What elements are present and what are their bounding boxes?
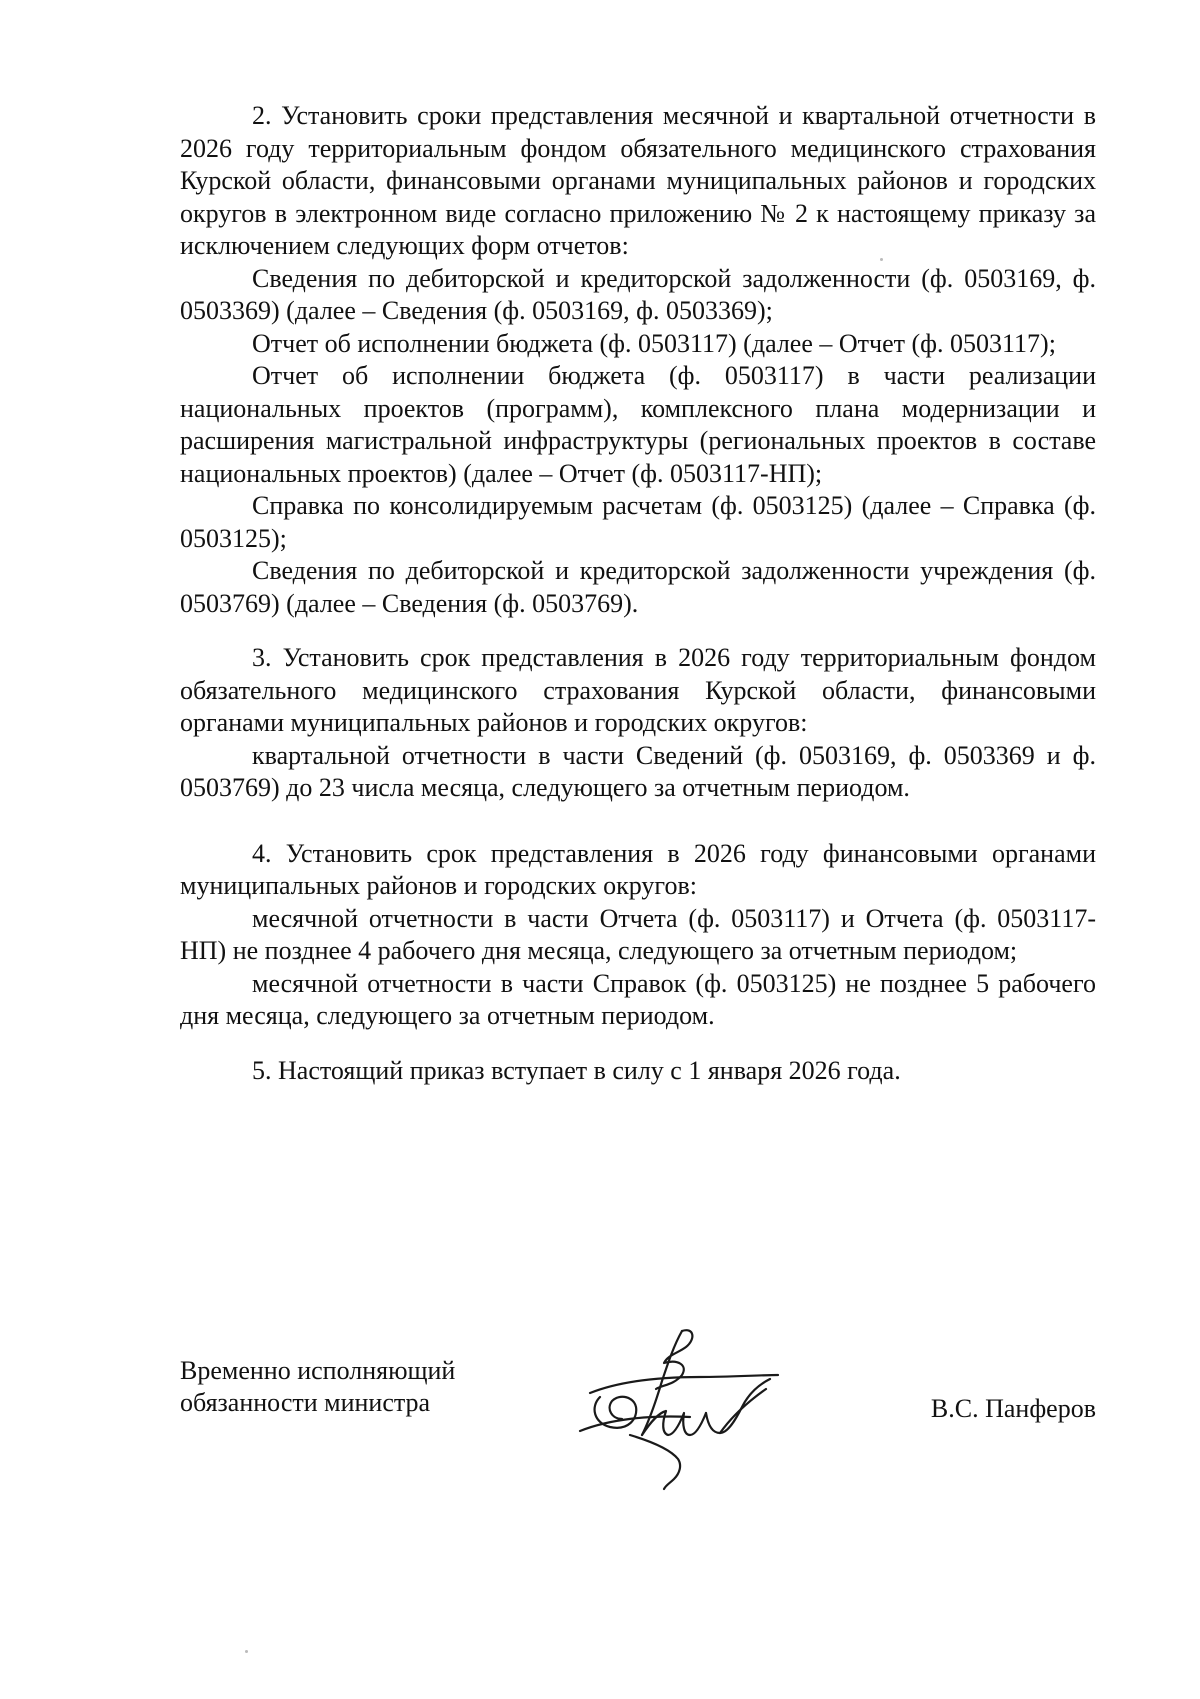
paragraph-sub-item: Отчет об исполнении бюджета (ф. 0503117) (далее – Отчет (ф. 0503117); <box>252 328 1056 358</box>
paragraph-item-5: 5. Настоящий приказ вступает в силу с 1 января 2026 года. <box>252 1055 901 1085</box>
signatory-name: В.С. Панферов <box>930 1394 1096 1423</box>
paragraph-sub-item: Справка по консолидируемым расчетам (ф. 0503125) (далее – Справка (ф. 0503125); <box>180 491 1096 553</box>
scan-artifact <box>245 1650 248 1653</box>
scan-artifact <box>880 258 883 261</box>
signatory-position-line: Временно исполняющий <box>180 1356 456 1385</box>
signature-block <box>180 1355 1096 1495</box>
signatory-position <box>180 1355 455 1419</box>
paragraph-sub-item: Сведения по дебиторской и кредиторской задолженности учреждения (ф. 0503769) (далее – Сведения (ф. 0503769). <box>180 556 1096 618</box>
paragraph-sub-item: Сведения по дебиторской и кредиторской задолженности (ф. 0503169, ф. 0503369) (далее – Сведения (ф. 0503169, ф. 0503369); <box>180 263 1096 325</box>
signatory-position-line: обязанности министра <box>180 1388 431 1417</box>
paragraph-sub-item: месячной отчетности в части Отчета (ф. 0503117) и Отчета (ф. 0503117-НП) не позднее 4 рабочего дня месяца, следующего за отчетным периодом; <box>180 903 1096 965</box>
paragraph-item-4: 4. Установить срок представления в 2026 году финансовыми органами муниципальных районов и городских округов: <box>180 838 1096 900</box>
paragraph-sub-item: Отчет об исполнении бюджета (ф. 0503117) в части реализации национальных проектов (программ), комплексного плана модернизации и расширения магистральной инфраструктуры (региональных проектов в составе национальных проектов) (далее – Отчет (ф. 0503117-НП); <box>180 361 1096 488</box>
paragraph-item-2: 2. Установить сроки представления месячной и квартальной отчетности в 2026 году территориальным фондом обязательного медицинского страхования Курской области, финансовыми органами муниципальных районов и городских округов в электронном виде согласно приложению № 2 к настоящему приказу за исключением следующих форм отчетов: <box>180 101 1096 260</box>
paragraph-sub-item: квартальной отчетности в части Сведений (ф. 0503169, ф. 0503369 и ф. 0503769) до 23 числа месяца, следующего за отчетным периодом. <box>180 740 1096 802</box>
handwritten-signature-icon <box>570 1323 800 1498</box>
document-body <box>180 100 1096 1087</box>
paragraph-sub-item: месячной отчетности в части Справок (ф. 0503125) не позднее 5 рабочего дня месяца, следующего за отчетным периодом. <box>180 968 1096 1030</box>
paragraph-item-3: 3. Установить срок представления в 2026 году территориальным фондом обязательного медицинского страхования Курской области, финансовыми органами муниципальных районов и городских округов: <box>180 643 1096 737</box>
